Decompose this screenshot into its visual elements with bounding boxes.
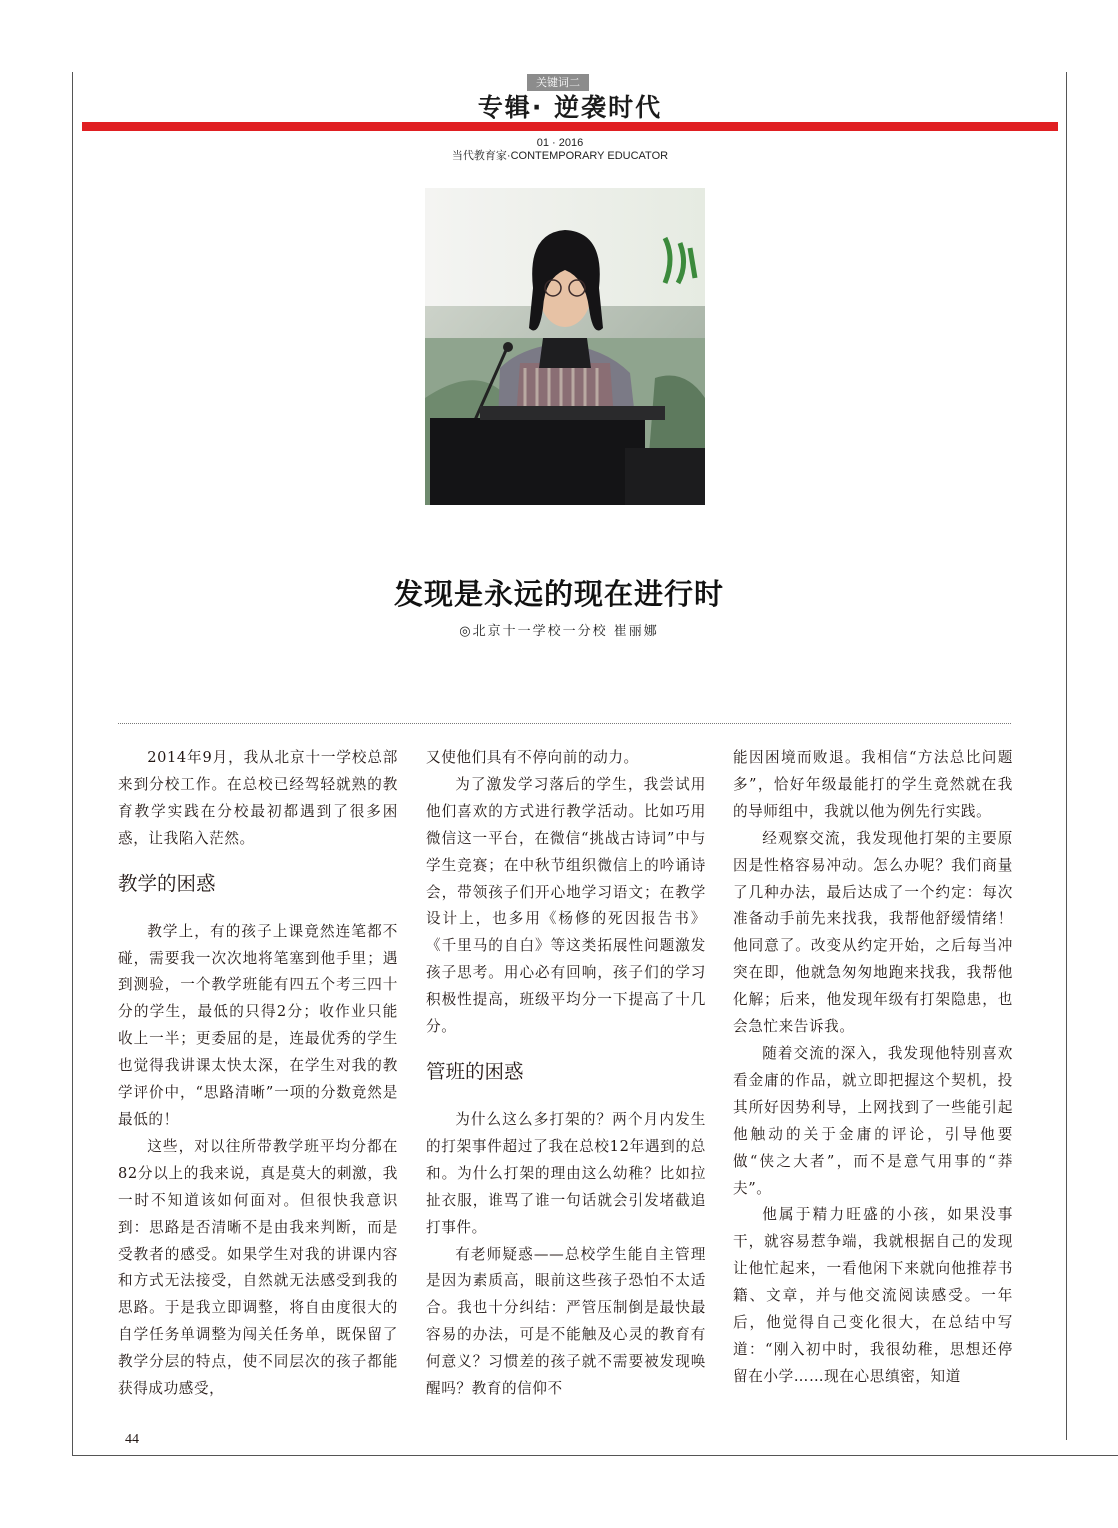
- paragraph: 为什么这么多打架的？两个月内发生的打架事件超过了我在总校12年遇到的总和。为什么打架的理由这么幼稚？比如拉扯衣服，谁骂了谁一句话就会引发堵截追打事件。: [426, 1110, 706, 1236]
- paragraph-continued: 能因困境而败退。我相信“方法总比问题多”，恰好年级最能打的学生竟然就在我的导师组中，我就以他为例先行实践。: [733, 749, 1013, 820]
- paragraph: 这些，对以往所带教学班平均分都在82分以上的我来说，真是莫大的刺激，我一时不知道该如何面对。但很快我意识到：思路是否清晰不是由我来判断，而是受教者的感受。如果学生对我的讲课内容和方式无法接受，自然就无法感受到我的思路。于是我立即调整，将自由度很大的自学任务单调整为闯关任务单，既保留了教学分层的特点，使不同层次的孩子都能获得成功感受，: [118, 1137, 398, 1398]
- speaker-photo: [425, 188, 705, 505]
- page-number: 44: [125, 1432, 139, 1447]
- issue-info: [440, 137, 680, 163]
- keyword-tag: 关键词二: [527, 74, 589, 91]
- paragraph: 为了激发学习落后的学生，我尝试用他们喜欢的方式进行教学活动。比如巧用微信这一平台，在微信“挑战古诗词”中与学生竞赛；在中秋节组织微信上的吟诵诗会，带领孩子们开心地学习语文；在教学设计上，也多用《杨修的死因报告书》《千里马的自白》等这类拓展性问题激发孩子思考。用心必有回响，孩子们的学习积极性提高，班级平均分一下提高了十几分。: [426, 775, 706, 1036]
- right-border-line: [1066, 72, 1067, 1440]
- bottom-border-line: [72, 1455, 1118, 1456]
- subheading-class-management: 管班的困惑: [426, 1059, 524, 1083]
- paragraph: 随着交流的深入，我发现他特别喜欢看金庸的作品，就立即把握这个契机，投其所好因势利导，上网找到了一些能引起他触动的关于金庸的评论，引导他要做“侠之大者”，而不是意气用事的“莽夫”。: [733, 1044, 1013, 1197]
- dotted-divider: [118, 723, 1011, 724]
- subheading-teaching: 教学的困惑: [118, 871, 216, 895]
- paragraph: 经观察交流，我发现他打架的主要原因是性格容易冲动。怎么办呢？我们商量了几种办法，最后达成了一个约定：每次准备动手前先来找我，我帮他舒缓情绪！他同意了。改变从约定开始，之后每当冲突在即，他就急匆匆地跑来找我，我帮他化解；后来，他发现年级有打架隐患，也会急忙来告诉我。: [733, 829, 1013, 1036]
- magazine-name: 当代教育家·CONTEMPORARY EDUCATOR: [451, 150, 669, 162]
- left-border-line: [72, 72, 73, 1456]
- paragraph: 教学上，有的孩子上课竟然连笔都不碰，需要我一次次地将笔塞到他手里；遇到测验，一个教学班能有四五个考三四十分的学生，最低的只得2分；收作业只能收上一半；更委屈的是，连最优秀的学生也觉得我讲课太快太深，在学生对我的教学评价中，“思路清晰”一项的分数竟然是最低的！: [118, 922, 398, 1128]
- red-header-bar: [82, 122, 1058, 131]
- text-column-3: [733, 745, 1013, 1391]
- text-column-1: [118, 745, 398, 1403]
- paragraph: 有老师疑惑——总校学生能自主管理是因为素质高，眼前这些孩子恐怕不太适合。我也十分纠结：严管压制倒是最快最容易的办法，可是不能触及心灵的教育有何意义？习惯差的孩子就不需要被发现唤醒吗？教育的信仰不: [426, 1245, 706, 1398]
- paragraph: 他属于精力旺盛的小孩，如果没事干，就容易惹争端，我就根据自己的发现让他忙起来，一看他闲下来就向他推荐书籍、文章，并与他交流阅读感受。一年后，他觉得自己变化很大，在总结中写道：“刚入初中时，我很幼稚，思想还停留在小学……现在心思缜密，知道: [733, 1206, 1013, 1385]
- article-byline: ◎北京十一学校一分校 崔丽娜: [459, 624, 659, 639]
- article-title: 发现是永远的现在进行时: [393, 577, 724, 611]
- issue-number: 01 · 2016: [536, 137, 584, 149]
- paragraph-continued: 又使他们具有不停向前的动力。: [426, 749, 639, 766]
- paragraph: 2014年9月，我从北京十一学校总部来到分校工作。在总校已经驾轻就熟的教育教学实践在分校最初都遇到了很多困惑，让我陷入茫然。: [118, 749, 398, 847]
- text-column-2: [426, 745, 706, 1403]
- section-title: 专辑· 逆袭时代: [477, 93, 663, 122]
